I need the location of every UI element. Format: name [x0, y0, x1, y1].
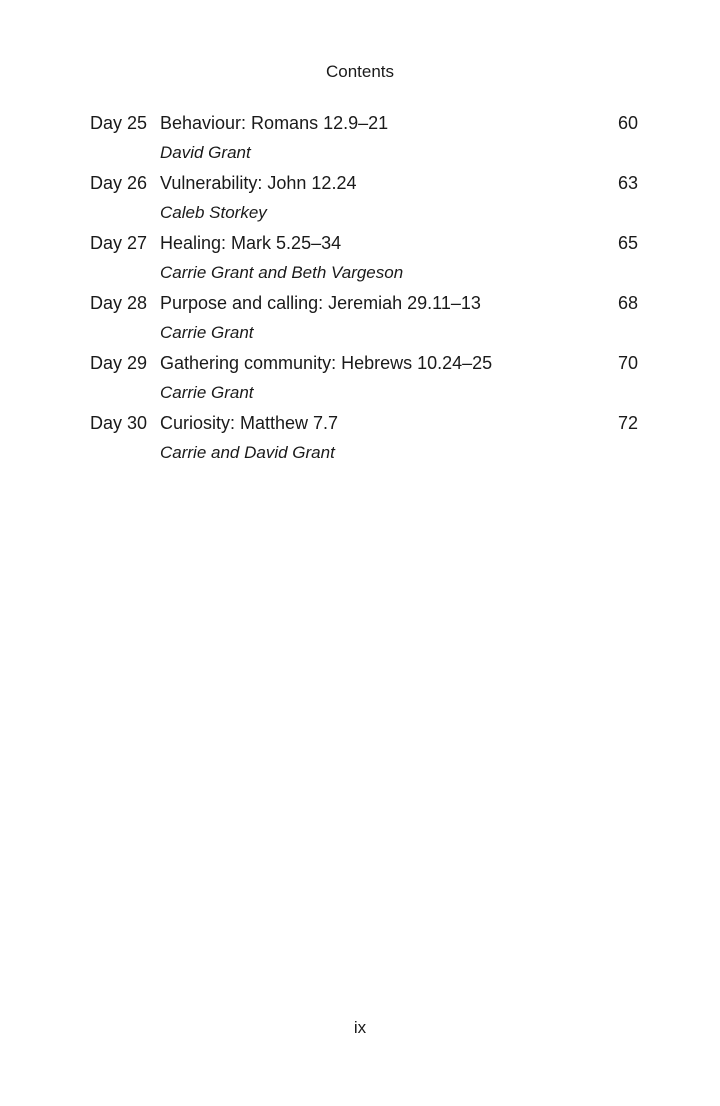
toc-title: Vulnerability: John 12.24 [160, 173, 357, 193]
toc-author: Carrie Grant [160, 323, 254, 342]
toc-author: Carrie and David Grant [160, 443, 335, 462]
toc-day: Day 26 [90, 173, 148, 193]
toc-entry [90, 290, 638, 350]
toc-day: Day 28 [90, 293, 148, 313]
toc-title: Curiosity: Matthew 7.7 [160, 413, 339, 433]
toc-author: Caleb Storkey [160, 203, 267, 222]
toc-title: Purpose and calling: Jeremiah 29.11–13 [160, 293, 481, 313]
toc-page-number: 60 [617, 113, 638, 133]
toc-page-number: 72 [617, 413, 638, 433]
toc-page-number: 70 [617, 353, 638, 373]
toc-page-number: 63 [617, 173, 638, 193]
toc-author: David Grant [160, 143, 251, 162]
page-number: ix [353, 1018, 367, 1037]
toc-entry [90, 410, 638, 470]
toc-entry [90, 170, 638, 230]
table-of-contents [90, 110, 638, 470]
toc-day: Day 30 [90, 413, 148, 433]
toc-entry [90, 230, 638, 290]
page-title: Contents [325, 62, 395, 81]
toc-title: Behaviour: Romans 12.9–21 [160, 113, 389, 133]
toc-author: Carrie Grant and Beth Vargeson [160, 263, 404, 282]
toc-page-number: 68 [617, 293, 638, 313]
toc-day: Day 29 [90, 353, 148, 373]
toc-author: Carrie Grant [160, 383, 254, 402]
toc-entry [90, 110, 638, 170]
toc-day: Day 27 [90, 233, 148, 253]
toc-title: Gathering community: Hebrews 10.24–25 [160, 353, 493, 373]
toc-page-number: 65 [617, 233, 638, 253]
toc-day: Day 25 [90, 113, 148, 133]
toc-title: Healing: Mark 5.25–34 [160, 233, 342, 253]
toc-entry [90, 350, 638, 410]
